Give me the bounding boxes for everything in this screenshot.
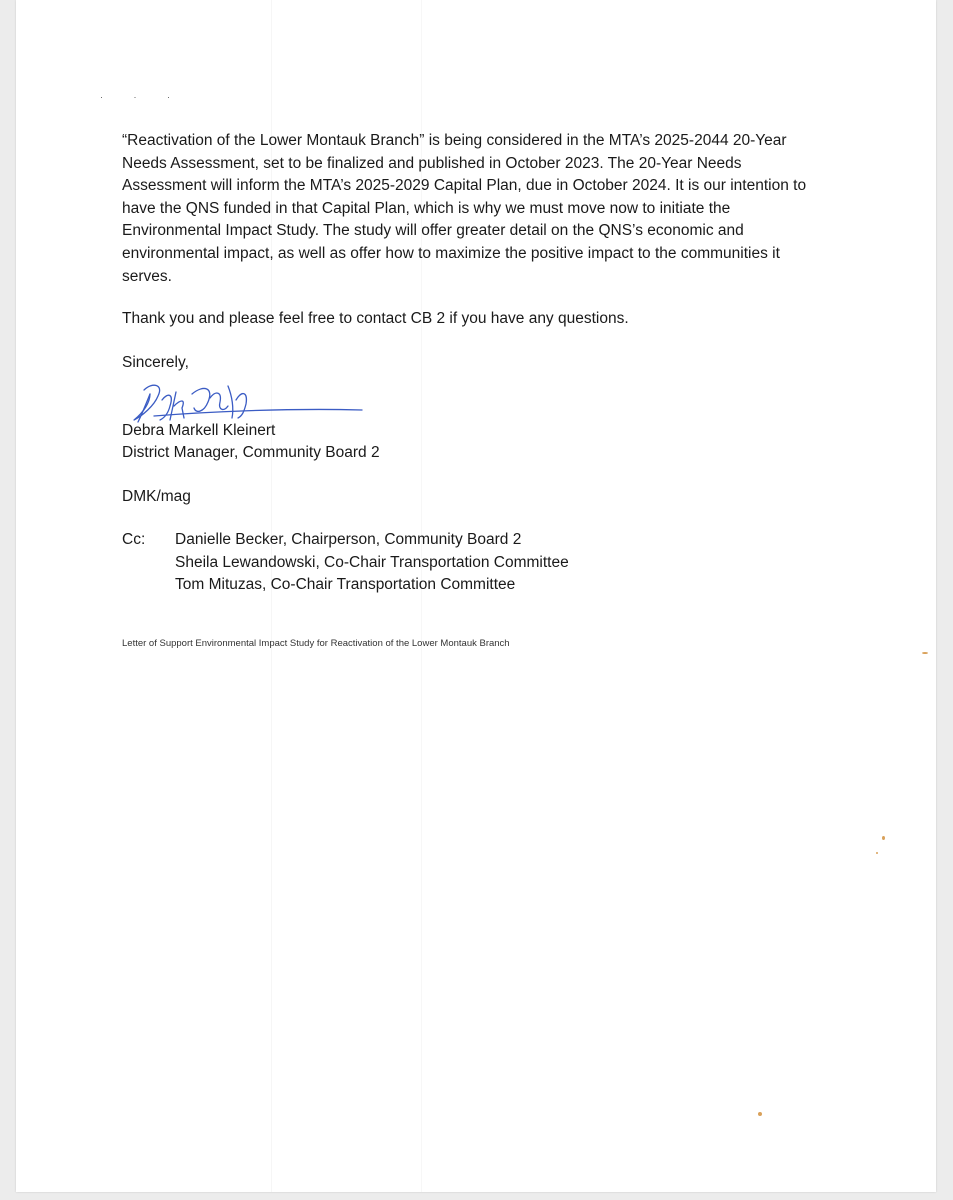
paper-speck [922,652,928,654]
body-paragraph-2: Thank you and please feel free to contact CB 2 if you have any questions. [122,310,629,327]
signer-title: District Manager, Community Board 2 [122,444,380,461]
reference-initials: DMK/mag [122,488,191,505]
cc-list [175,529,775,597]
footer-note: Letter of Support Environmental Impact Study for Reactivation of the Lower Montauk Branch [122,638,510,649]
cc-recipient: Tom Mituzas, Co-Chair Transportation Committee [175,576,516,594]
paper-speck [876,852,878,854]
paper-speck [882,836,885,840]
cc-recipient: Sheila Lewandowski, Co-Chair Transportation Committee [175,553,569,571]
letter-page [16,0,936,1192]
body-paragraph-1: “Reactivation of the Lower Montauk Branch” is being considered in the MTA’s 2025-2044 20-Year Needs Assessment, set to be finalized and published in October 2023. The 20-Year Needs Assessment will inform the MTA’s 2025-2029 Capital Plan, due in October 2024. It is our intention to have the QNS funded in that Capital Plan, which is why we must move now to initiate the Environmental Impact Study. The study will offer greater detail on the QNS’s economic and environmental impact, as well as offer how to maximize the positive impact to the communities it serves. [122,132,807,285]
cc-recipient: Danielle Becker, Chairperson, Community Board 2 [175,531,522,548]
signer-name: Debra Markell Kleinert [122,422,276,439]
cc-label: Cc: [122,531,146,548]
scan-specks: · · · [100,92,184,102]
paper-speck [758,1112,762,1116]
closing: Sincerely, [122,354,189,371]
